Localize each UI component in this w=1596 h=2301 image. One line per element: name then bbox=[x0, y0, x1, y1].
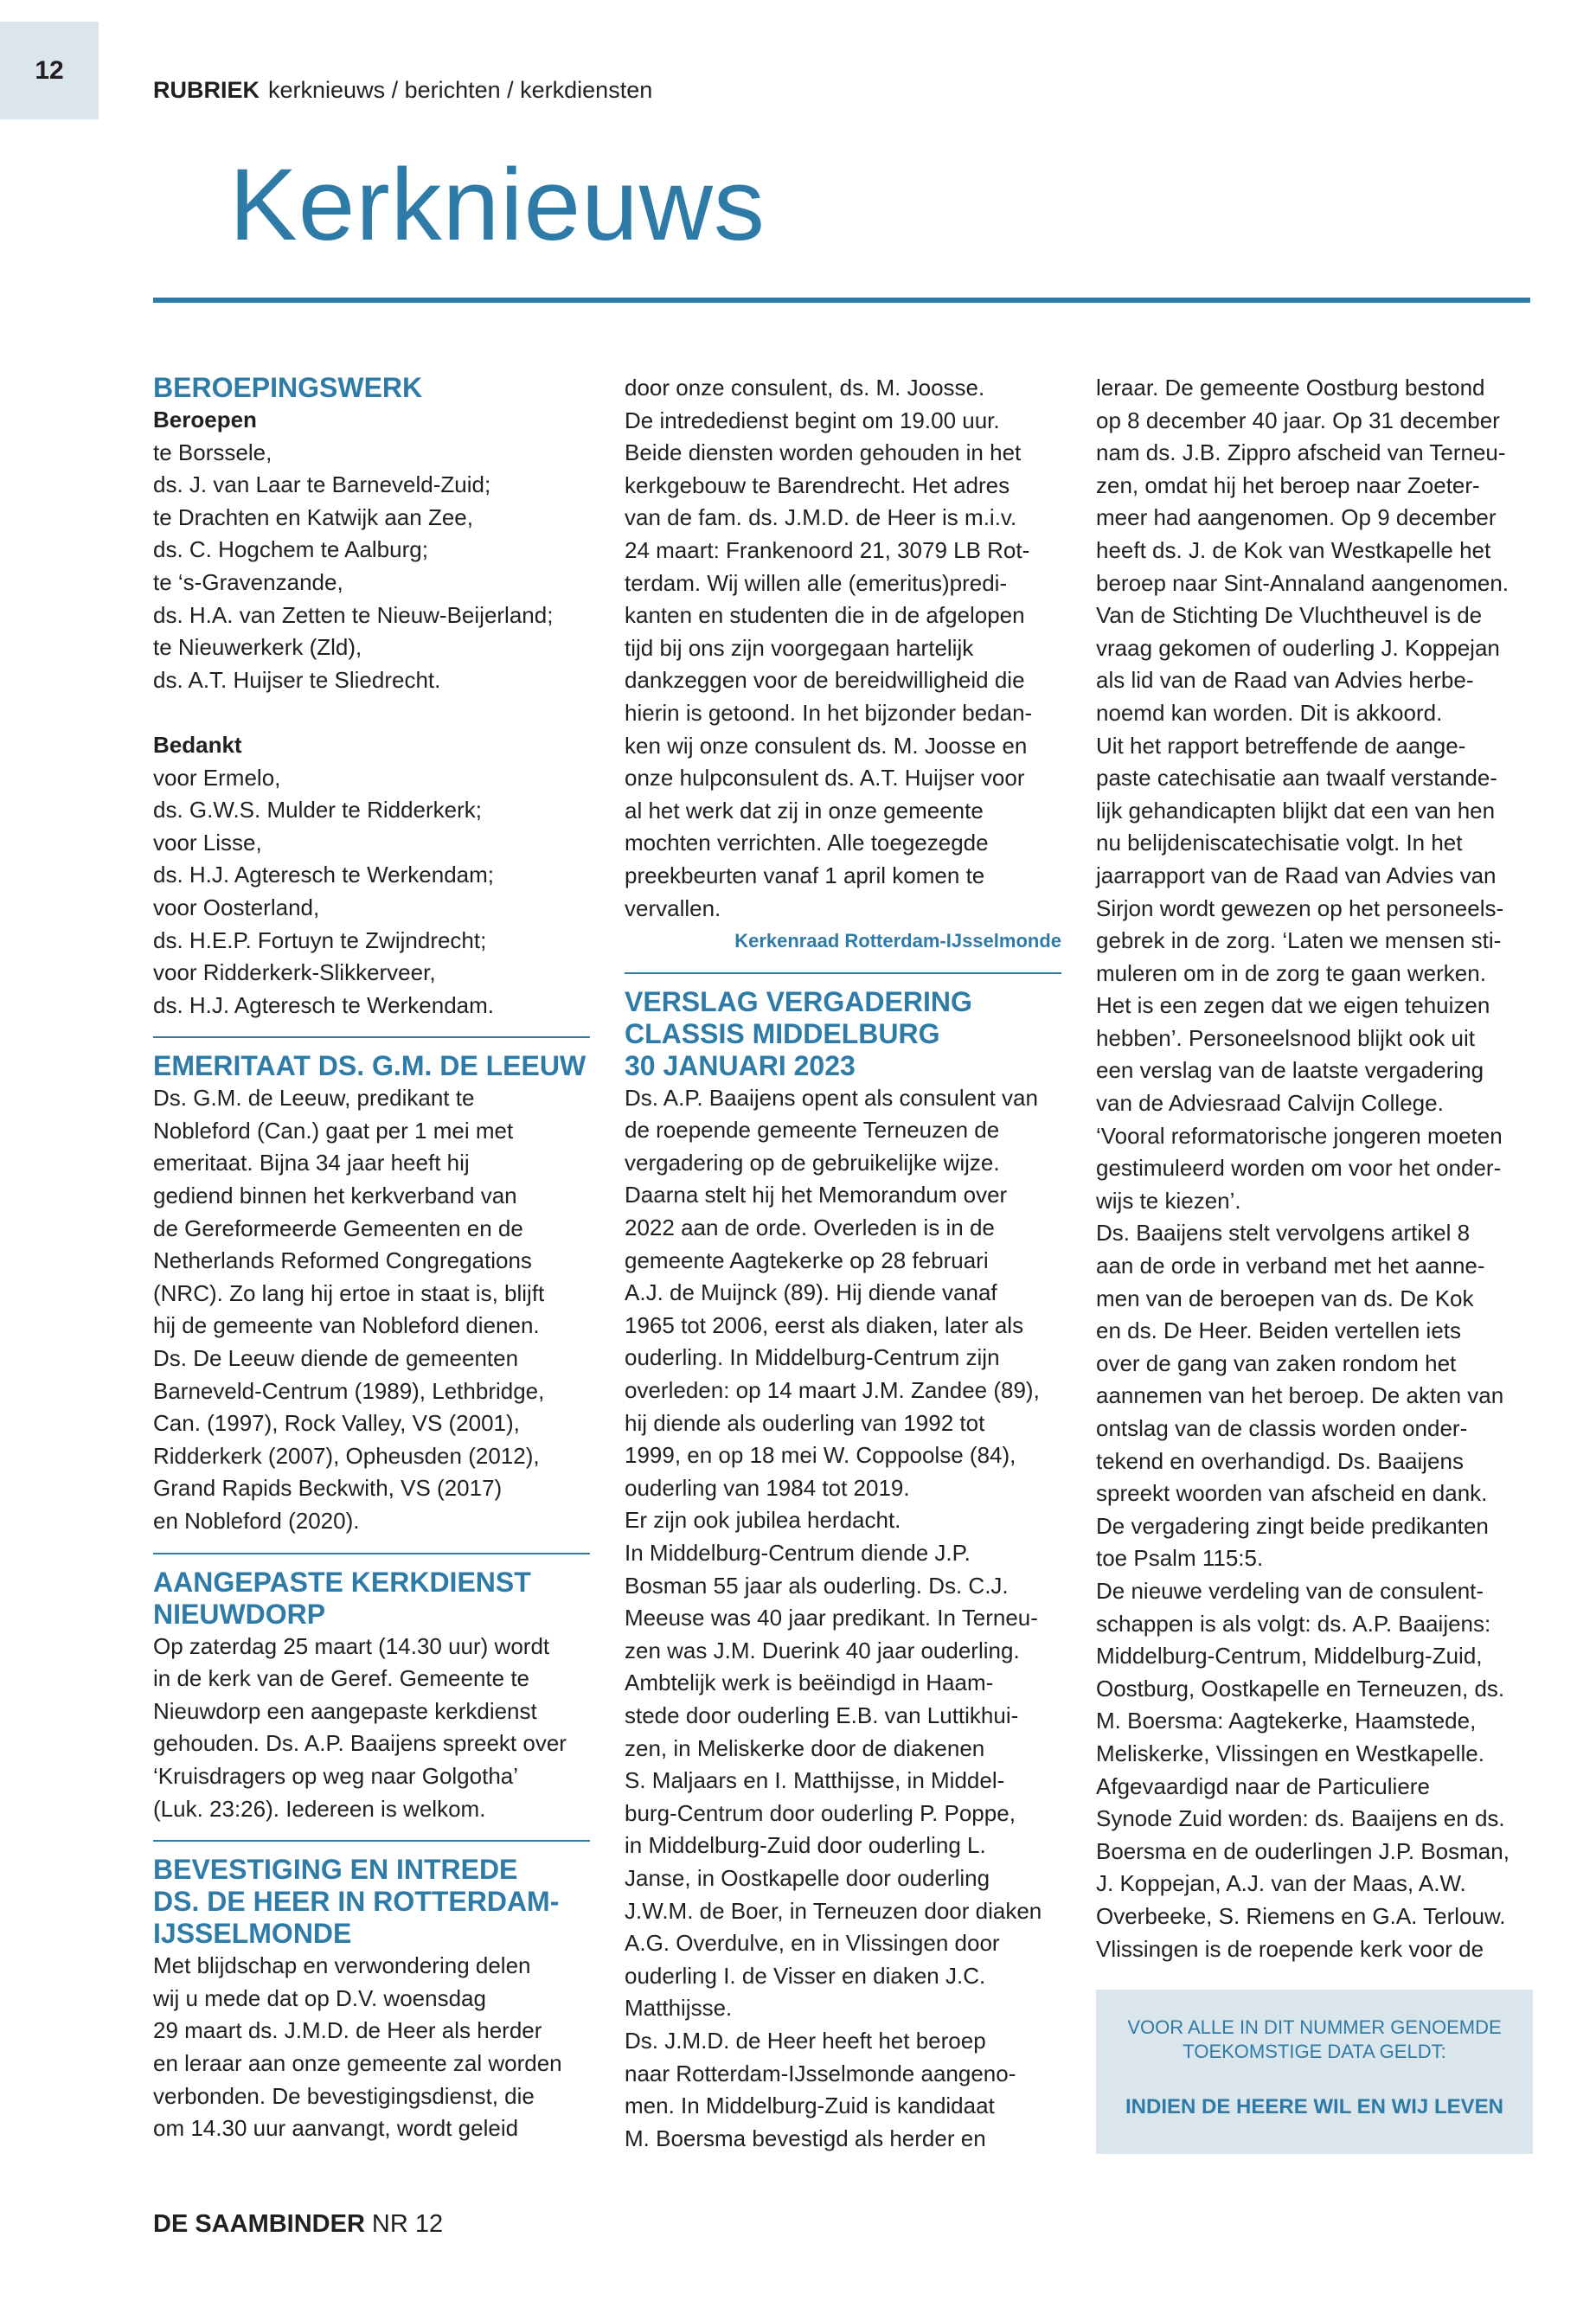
section-heading: NIEUWDORP bbox=[153, 1598, 326, 1630]
text-line: aan de orde in verband met het aanne- bbox=[1096, 1253, 1485, 1279]
text-line: te ‘s-Gravenzande, bbox=[153, 568, 343, 595]
text-line: burg-Centrum door ouderling P. Poppe, bbox=[625, 1799, 1016, 1826]
text-line: Ds. De Leeuw diende de gemeenten bbox=[153, 1345, 519, 1372]
text-line: dankzeggen voor de bereidwilligheid die bbox=[625, 667, 1025, 694]
text-line: lijk gehandicapten blijkt dat een van hen bbox=[1096, 797, 1496, 824]
text-line: ds. G.W.S. Mulder te Ridderkerk; bbox=[153, 797, 483, 824]
magazine-name: DE SAAMBINDER bbox=[153, 2210, 365, 2238]
text-line: de roepende gemeente Terneuzen de bbox=[625, 1117, 1000, 1144]
text-line: 1999, en op 18 mei W. Coppoolse (84), bbox=[625, 1442, 1016, 1469]
text-line: voor Lisse, bbox=[153, 829, 262, 856]
text-line: Grand Rapids Beckwith, VS (2017) bbox=[153, 1475, 503, 1502]
text-line: de Gereformeerde Gemeenten en de bbox=[153, 1215, 523, 1241]
spacer bbox=[153, 696, 590, 729]
section-heading: IJSSELMONDE bbox=[153, 1918, 352, 1950]
text-line: ds. H.E.P. Fortuyn te Zwijndrecht; bbox=[153, 926, 487, 953]
text-line: J. Koppejan, A.J. van der Maas, A.W. bbox=[1096, 1870, 1466, 1897]
text-line: Van de Stichting De Vluchtheuvel is de bbox=[1096, 602, 1483, 629]
text-line: Ds. G.M. de Leeuw, predikant te bbox=[153, 1085, 475, 1112]
text-line: Netherlands Reformed Congregations bbox=[153, 1247, 532, 1274]
text-line: Synode Zuid worden: ds. Baaijens en ds. bbox=[1096, 1805, 1505, 1832]
text-line: voor Ermelo, bbox=[153, 764, 281, 791]
text-line: Boersma en de ouderlingen J.P. Bosman, bbox=[1096, 1837, 1509, 1864]
footer bbox=[153, 2210, 443, 2239]
notice-line-2: TOEKOMSTIGE DATA GELDT: bbox=[1183, 2041, 1446, 2062]
text-line: ontslag van de classis worden onder- bbox=[1096, 1415, 1468, 1441]
text-line: men. In Middelburg-Zuid is kandidaat bbox=[625, 2093, 995, 2119]
text-line: ds. A.T. Huijser te Sliedrecht. bbox=[153, 666, 441, 693]
page-number: 12 bbox=[35, 55, 64, 85]
text-line: kerkgebouw te Barendrecht. Het adres bbox=[625, 471, 1010, 498]
notice-line-1: VOOR ALLE IN DIT NUMMER GENOEMDE bbox=[1127, 2016, 1502, 2038]
text-line: Sirjon wordt gewezen op het personeels- bbox=[1096, 894, 1504, 921]
text-line: ‘Kruisdragers op weg naar Golgotha’ bbox=[153, 1762, 519, 1789]
text-line: ouderling van 1984 tot 2019. bbox=[625, 1474, 910, 1501]
text-line: aannemen van het beroep. De akten van bbox=[1096, 1382, 1504, 1409]
section-heading: EMERITAAT DS. G.M. DE LEEUW bbox=[153, 1050, 586, 1082]
section-divider bbox=[625, 972, 1061, 974]
text-line: men van de beroepen van ds. De Kok bbox=[1096, 1285, 1474, 1311]
text-line: heeft ds. J. de Kok van Westkapelle het bbox=[1096, 536, 1491, 563]
text-line: Beide diensten worden gehouden in het bbox=[625, 439, 1022, 466]
text-line: hebben’. Personeelsnood blijkt ook uit bbox=[1096, 1024, 1475, 1051]
text-line: hij de gemeente van Nobleford dienen. bbox=[153, 1312, 540, 1339]
text-line: om 14.30 uur aanvangt, wordt geleid bbox=[153, 2115, 519, 2142]
text-line: In Middelburg-Centrum diende J.P. bbox=[625, 1540, 971, 1566]
rubric-path: kerknieuws / berichten / kerkdiensten bbox=[268, 77, 653, 103]
article-column-1 bbox=[153, 372, 590, 2145]
text-line: De intrededienst begint om 19.00 uur. bbox=[625, 407, 1000, 433]
text-line: (Luk. 23:26). Iedereen is welkom. bbox=[153, 1795, 486, 1822]
text-line: Ds. J.M.D. de Heer heeft het beroep bbox=[625, 2027, 986, 2054]
text-line: voor Ridderkerk-Slikkerveer, bbox=[153, 959, 436, 986]
text-line: Op zaterdag 25 maart (14.30 uur) wordt bbox=[153, 1632, 550, 1659]
section-heading: CLASSIS MIDDELBURG bbox=[625, 1017, 940, 1049]
text-line: Oostburg, Oostkapelle en Terneuzen, ds. bbox=[1096, 1675, 1505, 1702]
text-line: wij u mede dat op D.V. woensdag bbox=[153, 1984, 486, 2011]
rubric-label: RUBRIEK bbox=[153, 77, 260, 103]
text-line: overleden: op 14 maart J.M. Zandee (89), bbox=[625, 1377, 1040, 1404]
text-line: preekbeurten vanaf 1 april komen te bbox=[625, 862, 985, 888]
text-line: M. Boersma bevestigd als herder en bbox=[625, 2125, 986, 2151]
text-line: ouderling. In Middelburg-Centrum zijn bbox=[625, 1344, 1000, 1371]
text-line: Matthijsse. bbox=[625, 1995, 733, 2022]
text-line: Middelburg-Centrum, Middelburg-Zuid, bbox=[1096, 1643, 1483, 1670]
text-line: Het is een zegen dat we eigen tehuizen bbox=[1096, 992, 1490, 1019]
text-line: jaarrapport van de Raad van Advies van bbox=[1096, 862, 1497, 888]
text-line: gebrek in de zorg. ‘Laten we mensen sti- bbox=[1096, 927, 1502, 954]
text-line: door onze consulent, ds. M. Joosse. bbox=[625, 375, 985, 401]
text-line: zen, in Meliskerke door de diakenen bbox=[625, 1734, 985, 1761]
text-line: te Borssele, bbox=[153, 439, 272, 465]
text-line: Ds. Baaijens stelt vervolgens artikel 8 bbox=[1096, 1220, 1471, 1247]
notice-box bbox=[1096, 1990, 1533, 2154]
text-line: ds. C. Hogchem te Aalburg; bbox=[153, 536, 428, 563]
text-line: A.J. de Muijnck (89). Hij diende vanaf bbox=[625, 1279, 997, 1306]
text-line: Barneveld-Centrum (1989), Lethbridge, bbox=[153, 1377, 545, 1404]
text-line: gediend binnen het kerkverband van bbox=[153, 1183, 517, 1209]
text-line: hij diende als ouderling van 1992 tot bbox=[625, 1409, 985, 1436]
text-line: van de fam. ds. J.M.D. de Heer is m.i.v. bbox=[625, 504, 1017, 531]
text-line: 29 maart ds. J.M.D. de Heer als herder bbox=[153, 2017, 542, 2044]
text-line: onze hulpconsulent ds. A.T. Huijser voor bbox=[625, 765, 1025, 792]
text-line: Bosman 55 jaar als ouderling. Ds. C.J. bbox=[625, 1572, 1009, 1599]
text-line: (NRC). Zo lang hij ertoe in staat is, blijft bbox=[153, 1279, 545, 1306]
text-line: ds. H.A. van Zetten te Nieuw-Beijerland; bbox=[153, 601, 554, 628]
text-line: Nieuwdorp een aangepaste kerkdienst bbox=[153, 1697, 537, 1724]
text-line: ds. J. van Laar te Barneveld-Zuid; bbox=[153, 471, 491, 498]
text-line: J.W.M. de Boer, in Terneuzen door diaken bbox=[625, 1897, 1042, 1924]
text-line: schappen is als volgt: ds. A.P. Baaijens: bbox=[1096, 1610, 1491, 1637]
text-line: naar Rotterdam-IJsselmonde aangeno- bbox=[625, 2060, 1016, 2086]
text-line: Meeuse was 40 jaar predikant. In Terneu- bbox=[625, 1605, 1038, 1631]
text-line: Janse, in Oostkapelle door ouderling bbox=[625, 1864, 990, 1891]
page-number-box bbox=[0, 22, 99, 119]
text-line: voor Oosterland, bbox=[153, 894, 320, 920]
text-line: te Drachten en Katwijk aan Zee, bbox=[153, 503, 473, 530]
text-line: spreekt woorden van afscheid en dank. bbox=[1096, 1480, 1488, 1507]
text-line: hierin is getoond. In het bijzonder bedan- bbox=[625, 699, 1033, 726]
text-line: zen, omdat hij het beroep naar Zoeter- bbox=[1096, 471, 1480, 498]
section-divider bbox=[153, 1840, 590, 1842]
text-line: gehouden. Ds. A.P. Baaijens spreekt over bbox=[153, 1730, 567, 1757]
text-line: S. Maljaars en I. Matthijsse, in Middel- bbox=[625, 1767, 1005, 1794]
subheading: Beroepen bbox=[153, 407, 257, 433]
text-line: A.G. Overdulve, en in Vlissingen door bbox=[625, 1930, 1000, 1957]
text-line: Nobleford (Can.) gaat per 1 mei met bbox=[153, 1117, 514, 1144]
text-line: op 8 december 40 jaar. Op 31 december bbox=[1096, 407, 1500, 433]
text-line: Overbeeke, S. Riemens en G.A. Terlouw. bbox=[1096, 1902, 1506, 1929]
text-line: De nieuwe verdeling van de consulent- bbox=[1096, 1577, 1484, 1604]
section-heading: DS. DE HEER IN ROTTERDAM- bbox=[153, 1886, 560, 1918]
text-line: Ambtelijk werk is beëindigd in Haam- bbox=[625, 1670, 994, 1696]
text-line: en ds. De Heer. Beiden vertellen iets bbox=[1096, 1317, 1462, 1344]
text-line: 2022 aan de orde. Overleden is in de bbox=[625, 1215, 995, 1241]
text-line: paste catechisatie aan twaalf verstande- bbox=[1096, 765, 1497, 792]
text-line: te Nieuwerkerk (Zld), bbox=[153, 634, 362, 661]
notice-emphasis: INDIEN DE HEERE WIL EN WIJ LEVEN bbox=[1125, 2095, 1503, 2118]
text-line: over de gang van zaken rondom het bbox=[1096, 1349, 1457, 1376]
text-line: verbonden. De bevestigingsdienst, die bbox=[153, 2082, 535, 2109]
subheading: Bedankt bbox=[153, 731, 242, 758]
text-line: al het werk dat zij in onze gemeente bbox=[625, 797, 984, 824]
text-line: tijd bij ons zijn voorgegaan hartelijk bbox=[625, 634, 974, 661]
rubric-header bbox=[153, 77, 652, 104]
text-line: ken wij onze consulent ds. M. Joosse en bbox=[625, 732, 1028, 759]
text-line: Meliskerke, Vlissingen en Westkapelle. bbox=[1096, 1740, 1484, 1766]
text-line: toe Psalm 115:5. bbox=[1096, 1545, 1264, 1572]
text-line: als lid van de Raad van Advies herbe- bbox=[1096, 667, 1474, 694]
text-line: kanten en studenten die in de afgelopen bbox=[625, 602, 1025, 629]
text-line: 24 maart: Frankenoord 21, 3079 LB Rot- bbox=[625, 536, 1030, 563]
text-line: een verslag van de laatste vergadering bbox=[1096, 1057, 1484, 1084]
page-title: Kerknieuws bbox=[229, 148, 766, 262]
text-line: Ds. A.P. Baaijens opent als consulent van bbox=[625, 1084, 1038, 1111]
text-line: nu belijdeniscatechisatie volgt. In het bbox=[1096, 830, 1463, 856]
section-heading: VERSLAG VERGADERING bbox=[625, 985, 972, 1017]
section-heading: 30 JANUARI 2023 bbox=[625, 1049, 856, 1081]
text-line: ds. H.J. Agteresch te Werkendam. bbox=[153, 991, 495, 1018]
text-line: nam ds. J.B. Zippro afscheid van Terneu- bbox=[1096, 439, 1506, 466]
text-line: mochten verrichten. Alle toegezegde bbox=[625, 830, 989, 856]
text-line: meer had aangenomen. Op 9 december bbox=[1096, 504, 1497, 531]
text-line: De vergadering zingt beide predikanten bbox=[1096, 1512, 1489, 1539]
text-line: Ridderkerk (2007), Opheusden (2012), bbox=[153, 1442, 540, 1469]
text-line: Can. (1997), Rock Valley, VS (2001), bbox=[153, 1410, 520, 1437]
section-heading: AANGEPASTE KERKDIENST bbox=[153, 1566, 531, 1598]
text-line: Vlissingen is de roepende kerk voor de bbox=[1096, 1935, 1484, 1962]
text-line: vraag gekomen of ouderling J. Koppejan bbox=[1096, 634, 1500, 661]
text-line: vergadering op de gebruikelijke wijze. bbox=[625, 1149, 1000, 1176]
text-line: in Middelburg-Zuid door ouderling L. bbox=[625, 1832, 986, 1859]
text-line: M. Boersma: Aagtekerke, Haamstede, bbox=[1096, 1708, 1477, 1734]
text-line: tekend en overhandigd. Ds. Baaijens bbox=[1096, 1447, 1464, 1474]
text-line: terdam. Wij willen alle (emeritus)predi- bbox=[625, 569, 1008, 596]
text-line: Er zijn ook jubilea herdacht. bbox=[625, 1507, 901, 1534]
text-line: muleren om in de zorg te gaan werken. bbox=[1096, 959, 1486, 986]
text-line: zen was J.M. Duerink 40 jaar ouderling. bbox=[625, 1637, 1020, 1663]
text-line: ouderling I. de Visser en diaken J.C. bbox=[625, 1962, 986, 1989]
text-line: Met blijdschap en verwondering delen bbox=[153, 1952, 531, 1979]
text-line: en Nobleford (2020). bbox=[153, 1508, 360, 1534]
text-line: in de kerk van de Geref. Gemeente te bbox=[153, 1665, 530, 1692]
issue-number: NR 12 bbox=[371, 2210, 444, 2238]
text-line: Daarna stelt hij het Memorandum over bbox=[625, 1182, 1008, 1208]
text-line: beroep naar Sint-Annaland aangenomen. bbox=[1096, 569, 1509, 596]
text-line: van de Adviesraad Calvijn College. bbox=[1096, 1090, 1444, 1117]
text-line: vervallen. bbox=[625, 894, 721, 921]
text-line: ‘Vooral reformatorische jongeren moeten bbox=[1096, 1122, 1503, 1149]
text-line: noemd kan worden. Dit is akkoord. bbox=[1096, 699, 1443, 726]
text-line: gemeente Aagtekerke op 28 februari bbox=[625, 1247, 989, 1273]
text-line: Uit het rapport betreffende de aange- bbox=[1096, 732, 1466, 759]
text-line: wijs te kiezen’. bbox=[1096, 1187, 1241, 1214]
notice-text bbox=[1096, 2016, 1533, 2064]
section-heading: BEVESTIGING EN INTREDE bbox=[153, 1854, 518, 1886]
text-line: stede door ouderling E.B. van Luttikhui- bbox=[625, 1702, 1019, 1728]
signature: Kerkenraad Rotterdam-IJsselmonde bbox=[734, 930, 1061, 952]
article-column-2 bbox=[625, 372, 1061, 2155]
text-line: en leraar aan onze gemeente zal worden bbox=[153, 2049, 562, 2076]
article-column-3 bbox=[1096, 372, 1533, 1965]
section-divider bbox=[153, 1553, 590, 1554]
text-line: emeritaat. Bijna 34 jaar heeft hij bbox=[153, 1150, 470, 1176]
text-line: leraar. De gemeente Oostburg bestond bbox=[1096, 375, 1485, 401]
text-line: 1965 tot 2006, eerst als diaken, later als bbox=[625, 1311, 1024, 1338]
text-line: gestimuleerd worden om voor het onder- bbox=[1096, 1155, 1502, 1182]
title-divider bbox=[153, 298, 1530, 303]
text-line: ds. H.J. Agteresch te Werkendam; bbox=[153, 862, 495, 888]
section-divider bbox=[153, 1036, 590, 1038]
section-heading: BEROEPINGSWERK bbox=[153, 372, 423, 403]
text-line: Afgevaardigd naar de Particuliere bbox=[1096, 1772, 1430, 1799]
